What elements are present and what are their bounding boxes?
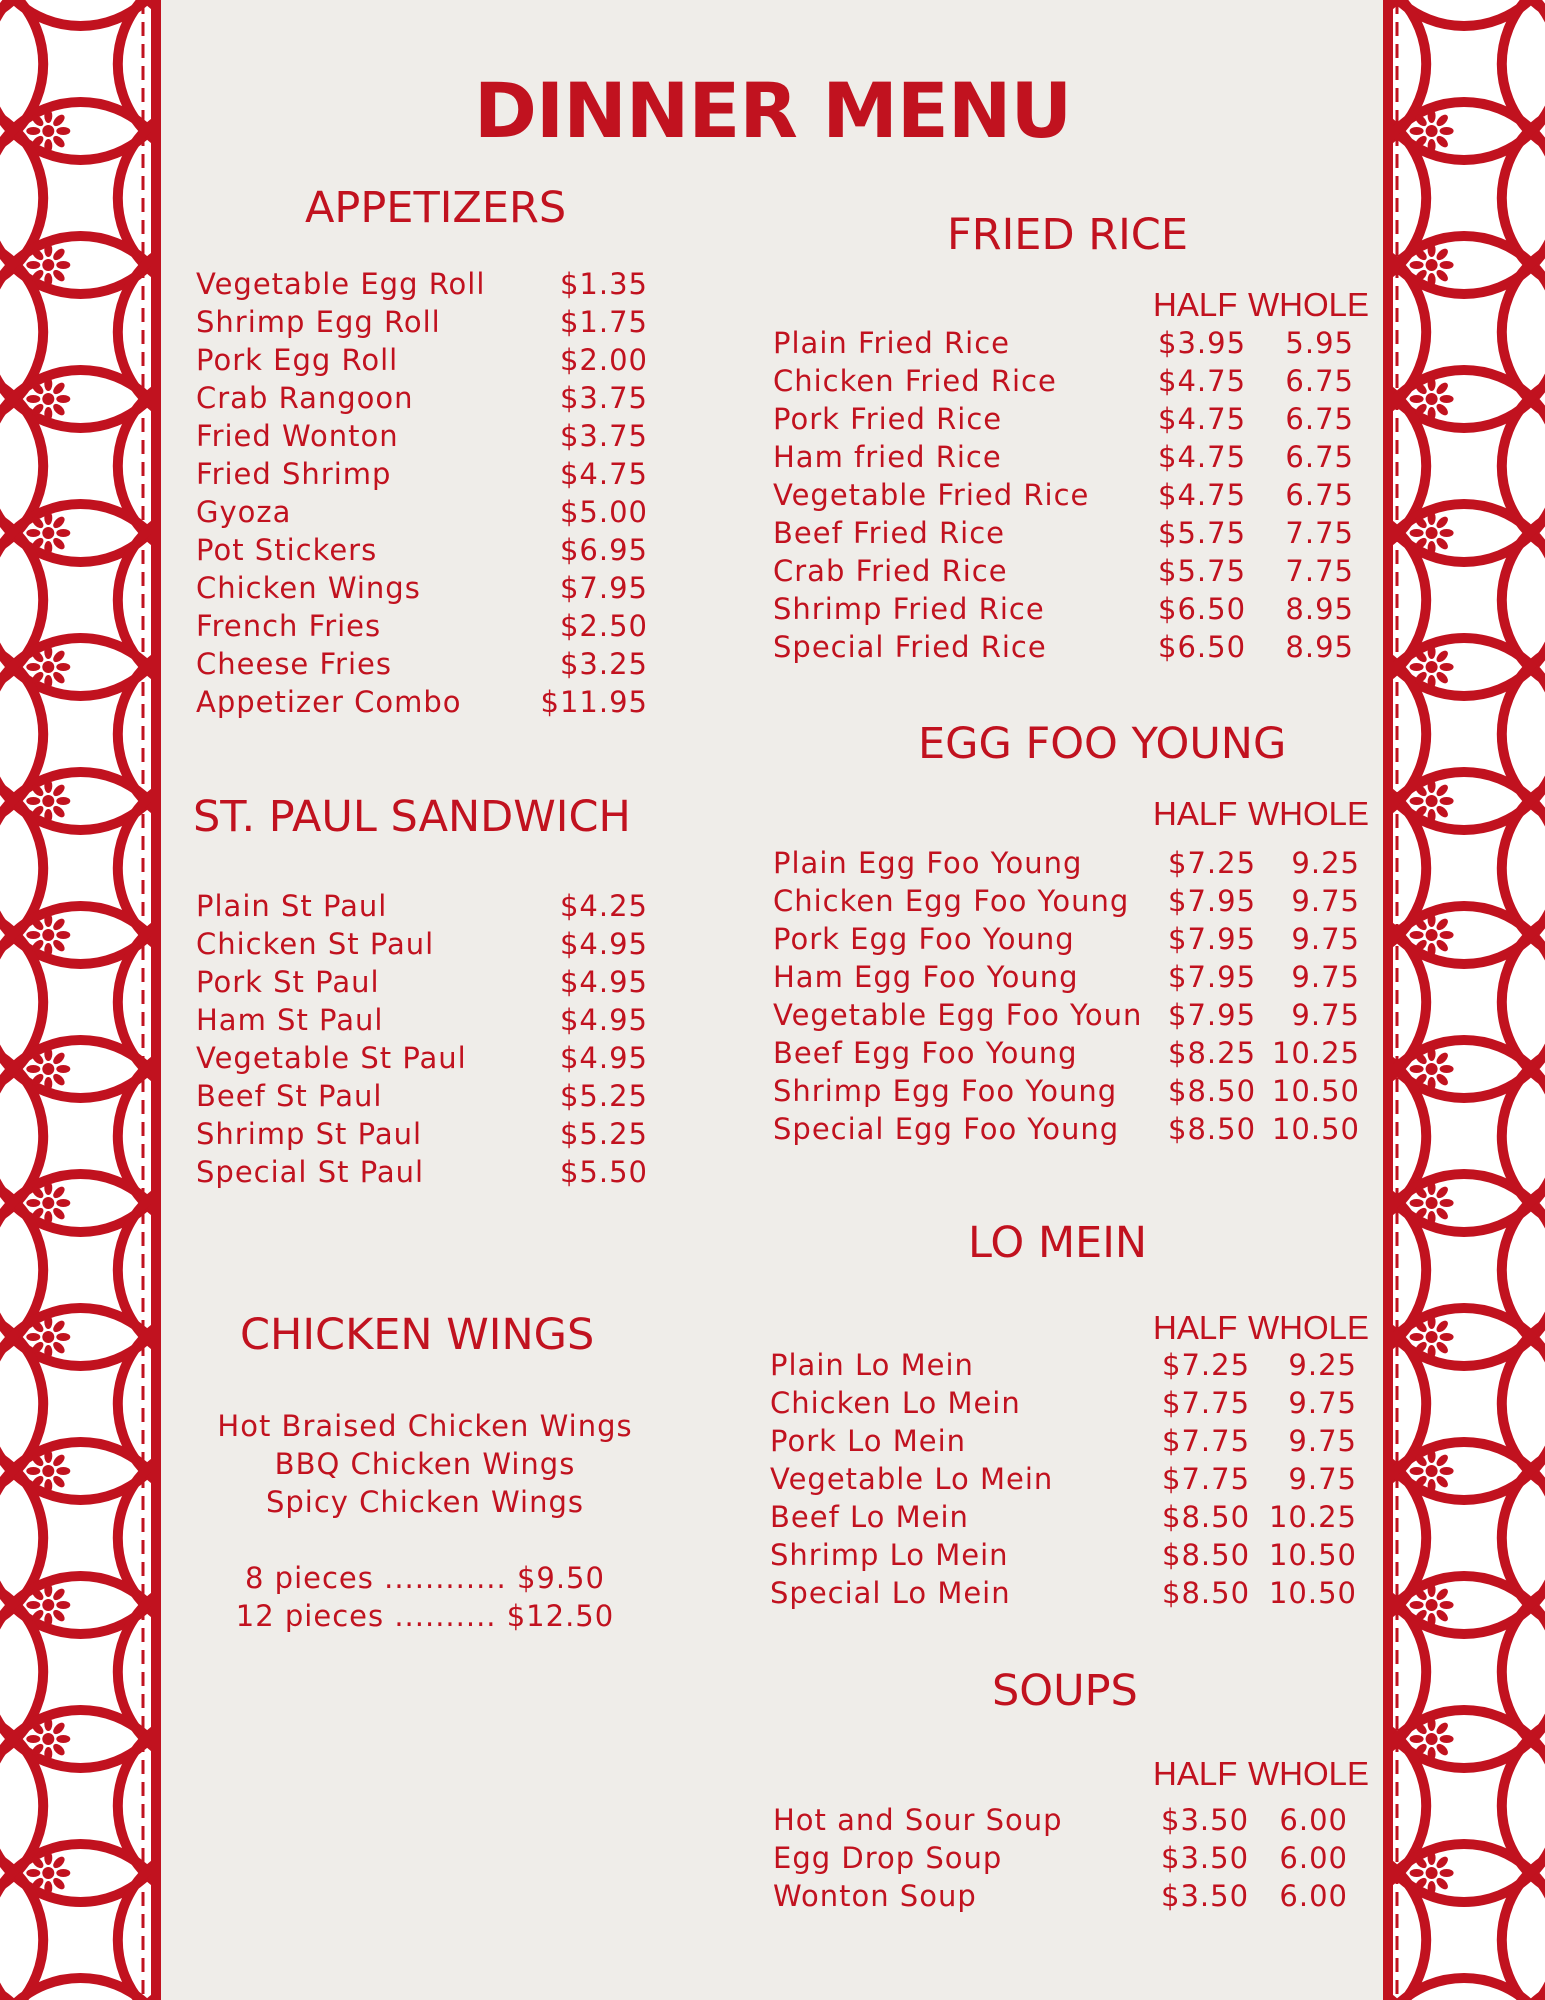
soups-half-header: HALF (1153, 1755, 1238, 1792)
fried-rice-row (773, 324, 1373, 362)
egg-foo-young-row (773, 996, 1373, 1034)
item-price: $6.95 (559, 533, 648, 567)
item-name: Pork Egg Foo Young (773, 922, 1075, 956)
egg-foo-young-row (773, 844, 1373, 882)
half-price: $7.75 (1162, 1462, 1251, 1496)
appetizer-row (196, 607, 648, 645)
whole-price: 9.75 (1291, 884, 1360, 918)
fried-rice-row (773, 438, 1373, 476)
whole-price: 9.75 (1288, 1462, 1357, 1496)
whole-price: 9.75 (1288, 1424, 1357, 1458)
whole-price: 7.75 (1285, 516, 1354, 550)
st-paul-list (196, 887, 648, 1191)
item-price: $1.75 (559, 305, 648, 339)
half-price: $7.75 (1162, 1386, 1251, 1420)
appetizers-title: APPETIZERS (305, 183, 567, 233)
item-name: Shrimp St Paul (196, 1117, 423, 1151)
half-price: $4.75 (1158, 402, 1247, 436)
item-name: Shrimp Egg Roll (196, 305, 441, 339)
item-name: Gyoza (196, 495, 292, 529)
item-price: $4.25 (559, 889, 648, 923)
whole-price: 8.95 (1285, 630, 1354, 664)
item-name: French Fries (196, 609, 382, 643)
item-name: Egg Drop Soup (773, 1841, 1003, 1875)
item-name: Pork Fried Rice (773, 402, 1003, 436)
appetizer-row (196, 303, 648, 341)
item-name: Vegetable St Paul (196, 1041, 467, 1075)
item-name: Plain Egg Foo Young (773, 846, 1083, 880)
item-price: $4.95 (559, 1041, 648, 1075)
item-name: Shrimp Egg Foo Young (773, 1074, 1118, 1108)
flower-circle-pattern-icon (0, 0, 161, 2000)
st-paul-row (196, 1001, 648, 1039)
half-price: $7.95 (1168, 884, 1257, 918)
item-name: Special Lo Mein (770, 1576, 1011, 1610)
menu-title: DINNER MENU (473, 66, 1072, 155)
lo-mein-row (770, 1422, 1373, 1460)
wing-size-price: 12 pieces .......... $12.50 (235, 1599, 615, 1633)
item-price: $4.95 (559, 1003, 648, 1037)
st-paul-row (196, 887, 648, 925)
left-decorative-border (0, 0, 161, 2000)
item-name: Shrimp Fried Rice (773, 592, 1045, 626)
egg-foo-young-row (773, 882, 1373, 920)
half-price: $8.50 (1162, 1576, 1251, 1610)
whole-price: 6.75 (1285, 364, 1354, 398)
whole-price: 10.50 (1268, 1576, 1357, 1610)
item-name: Crab Fried Rice (773, 554, 1008, 588)
half-price: $8.50 (1162, 1538, 1251, 1572)
lo-mein-half-header: HALF (1153, 1309, 1238, 1346)
item-name: Plain Fried Rice (773, 326, 1010, 360)
half-price: $7.25 (1168, 846, 1257, 880)
wing-flavor: Hot Braised Chicken Wings (217, 1409, 633, 1443)
whole-price: 8.95 (1285, 592, 1354, 626)
item-name: Shrimp Lo Mein (770, 1538, 1009, 1572)
lo-mein-row (770, 1346, 1373, 1384)
item-name: Chicken Wings (196, 571, 421, 605)
half-price: $8.50 (1162, 1500, 1251, 1534)
item-name: Chicken Egg Foo Young (773, 884, 1130, 918)
soups-title: SOUPS (992, 1666, 1138, 1716)
half-price: $8.25 (1168, 1036, 1257, 1070)
item-name: Special Egg Foo Young (773, 1112, 1120, 1146)
half-price: $5.75 (1158, 516, 1247, 550)
st-paul-row (196, 925, 648, 963)
item-price: $11.95 (540, 685, 648, 719)
lo-mein-row (770, 1536, 1373, 1574)
egg-foo-young-row (773, 1034, 1373, 1072)
item-price: $2.50 (559, 609, 648, 643)
item-price: $3.75 (559, 381, 648, 415)
wing-size-price: 8 pieces ............ $9.50 (245, 1561, 605, 1595)
item-name: Ham Egg Foo Young (773, 960, 1079, 994)
whole-price: 6.00 (1279, 1879, 1348, 1913)
whole-price: 10.25 (1271, 1036, 1360, 1070)
appetizer-row (196, 531, 648, 569)
half-price: $3.50 (1161, 1841, 1250, 1875)
half-price: $4.75 (1158, 478, 1247, 512)
lo-mein-row (770, 1460, 1373, 1498)
item-name: Beef Fried Rice (773, 516, 1006, 550)
item-name: Hot and Sour Soup (773, 1803, 1063, 1837)
appetizer-row (196, 417, 648, 455)
item-price: $5.25 (559, 1117, 648, 1151)
chicken-wings-title: CHICKEN WINGS (240, 1310, 595, 1360)
egg-foo-young-row (773, 1072, 1373, 1110)
egg-foo-young-row (773, 920, 1373, 958)
half-price: $6.50 (1158, 592, 1247, 626)
whole-price: 9.25 (1288, 1348, 1357, 1382)
whole-price: 10.50 (1271, 1112, 1360, 1146)
whole-price: 7.75 (1285, 554, 1354, 588)
whole-price: 9.75 (1291, 922, 1360, 956)
egg-foo-young-list (773, 844, 1373, 1148)
item-name: Vegetable Fried Rice (773, 478, 1090, 512)
egg-foo-young-half-header: HALF (1153, 795, 1238, 832)
item-price: $4.95 (559, 965, 648, 999)
fried-rice-list (773, 324, 1373, 666)
item-name: Fried Wonton (196, 419, 399, 453)
egg-foo-young-whole-header: WHOLE (1248, 795, 1370, 832)
flower-circle-pattern-icon (1383, 0, 1545, 2000)
half-price: $5.75 (1158, 554, 1247, 588)
item-name: Plain St Paul (196, 889, 388, 923)
appetizers-list (196, 265, 648, 721)
half-price: $7.75 (1162, 1424, 1251, 1458)
fried-rice-row (773, 400, 1373, 438)
half-price: $7.95 (1168, 960, 1257, 994)
whole-price: 9.75 (1291, 960, 1360, 994)
egg-foo-young-title: EGG FOO YOUNG (918, 719, 1287, 769)
item-name: Beef Lo Mein (770, 1500, 969, 1534)
fried-rice-row (773, 476, 1373, 514)
fried-rice-title: FRIED RICE (947, 210, 1188, 260)
appetizer-row (196, 493, 648, 531)
item-name: Pork Lo Mein (770, 1424, 967, 1458)
half-price: $3.95 (1158, 326, 1247, 360)
appetizer-row (196, 341, 648, 379)
soups-whole-header: WHOLE (1248, 1755, 1370, 1792)
item-price: $5.00 (559, 495, 648, 529)
half-price: $4.75 (1158, 364, 1247, 398)
item-name: Special St Paul (196, 1155, 425, 1189)
item-price: $3.75 (559, 419, 648, 453)
item-name: Pork St Paul (196, 965, 380, 999)
chicken-wings-sizes (175, 1559, 675, 1635)
half-price: $7.95 (1168, 998, 1257, 1032)
lo-mein-row (770, 1498, 1373, 1536)
item-name: Appetizer Combo (196, 685, 462, 719)
item-name: Fried Shrimp (196, 457, 392, 491)
whole-price: 9.75 (1291, 998, 1360, 1032)
right-decorative-border (1383, 0, 1545, 2000)
lo-mein-row (770, 1384, 1373, 1422)
lo-mein-list (770, 1346, 1373, 1612)
whole-price: 6.00 (1279, 1803, 1348, 1837)
half-price: $7.25 (1162, 1348, 1251, 1382)
appetizer-row (196, 683, 648, 721)
half-price: $8.50 (1168, 1074, 1257, 1108)
whole-price: 9.25 (1291, 846, 1360, 880)
egg-foo-young-row (773, 1110, 1373, 1148)
appetizer-row (196, 569, 648, 607)
item-price: $7.95 (559, 571, 648, 605)
item-name: Vegetable Lo Mein (770, 1462, 1054, 1496)
soup-row (773, 1801, 1373, 1839)
st-paul-row (196, 963, 648, 1001)
half-price: $8.50 (1168, 1112, 1257, 1146)
item-name: Pork Egg Roll (196, 343, 399, 377)
item-price: $2.00 (559, 343, 648, 377)
whole-price: 5.95 (1285, 326, 1354, 360)
item-name: Ham fried Rice (773, 440, 1002, 474)
appetizer-row (196, 645, 648, 683)
st-paul-row (196, 1115, 648, 1153)
item-price: $4.75 (559, 457, 648, 491)
item-name: Crab Rangoon (196, 381, 414, 415)
fried-rice-row (773, 628, 1373, 666)
fried-rice-row (773, 552, 1373, 590)
fried-rice-half-header: HALF (1153, 286, 1238, 323)
item-name: Chicken Lo Mein (770, 1386, 1021, 1420)
whole-price: 6.75 (1285, 402, 1354, 436)
half-price: $3.50 (1161, 1803, 1250, 1837)
item-name: Beef St Paul (196, 1079, 383, 1113)
item-name: Pot Stickers (196, 533, 378, 567)
item-name: Plain Lo Mein (770, 1348, 974, 1382)
whole-price: 10.50 (1268, 1538, 1357, 1572)
egg-foo-young-row (773, 958, 1373, 996)
appetizer-row (196, 379, 648, 417)
fried-rice-whole-header: WHOLE (1248, 286, 1370, 323)
soups-list (773, 1801, 1373, 1915)
item-price: $3.25 (559, 647, 648, 681)
soup-row (773, 1839, 1373, 1877)
lo-mein-row (770, 1574, 1373, 1612)
appetizer-row (196, 265, 648, 303)
item-name: Vegetable Egg Foo Youn (773, 998, 1143, 1032)
fried-rice-row (773, 590, 1373, 628)
item-name: Beef Egg Foo Young (773, 1036, 1078, 1070)
st-paul-row (196, 1153, 648, 1191)
half-price: $3.50 (1161, 1879, 1250, 1913)
item-name: Special Fried Rice (773, 630, 1047, 664)
lo-mein-title: LO MEIN (968, 1218, 1148, 1268)
appetizer-row (196, 455, 648, 493)
item-name: Chicken St Paul (196, 927, 435, 961)
whole-price: 9.75 (1288, 1386, 1357, 1420)
whole-price: 6.00 (1279, 1841, 1348, 1875)
soup-row (773, 1877, 1373, 1915)
item-price: $5.50 (559, 1155, 648, 1189)
fried-rice-row (773, 514, 1373, 552)
item-name: Vegetable Egg Roll (196, 267, 486, 301)
item-name: Chicken Fried Rice (773, 364, 1057, 398)
st-paul-title: ST. PAUL SANDWICH (193, 792, 631, 842)
chicken-wings-flavors (175, 1407, 675, 1521)
st-paul-row (196, 1077, 648, 1115)
fried-rice-row (773, 362, 1373, 400)
st-paul-row (196, 1039, 648, 1077)
item-name: Ham St Paul (196, 1003, 384, 1037)
whole-price: 6.75 (1285, 478, 1354, 512)
whole-price: 10.50 (1271, 1074, 1360, 1108)
half-price: $6.50 (1158, 630, 1247, 664)
half-price: $7.95 (1168, 922, 1257, 956)
item-price: $4.95 (559, 927, 648, 961)
wing-flavor: Spicy Chicken Wings (265, 1485, 585, 1519)
item-name: Wonton Soup (773, 1879, 977, 1913)
whole-price: 10.25 (1268, 1500, 1357, 1534)
wing-flavor: BBQ Chicken Wings (274, 1447, 576, 1481)
item-price: $1.35 (559, 267, 648, 301)
item-name: Cheese Fries (196, 647, 392, 681)
lo-mein-whole-header: WHOLE (1248, 1309, 1370, 1346)
half-price: $4.75 (1158, 440, 1247, 474)
whole-price: 6.75 (1285, 440, 1354, 474)
item-price: $5.25 (559, 1079, 648, 1113)
